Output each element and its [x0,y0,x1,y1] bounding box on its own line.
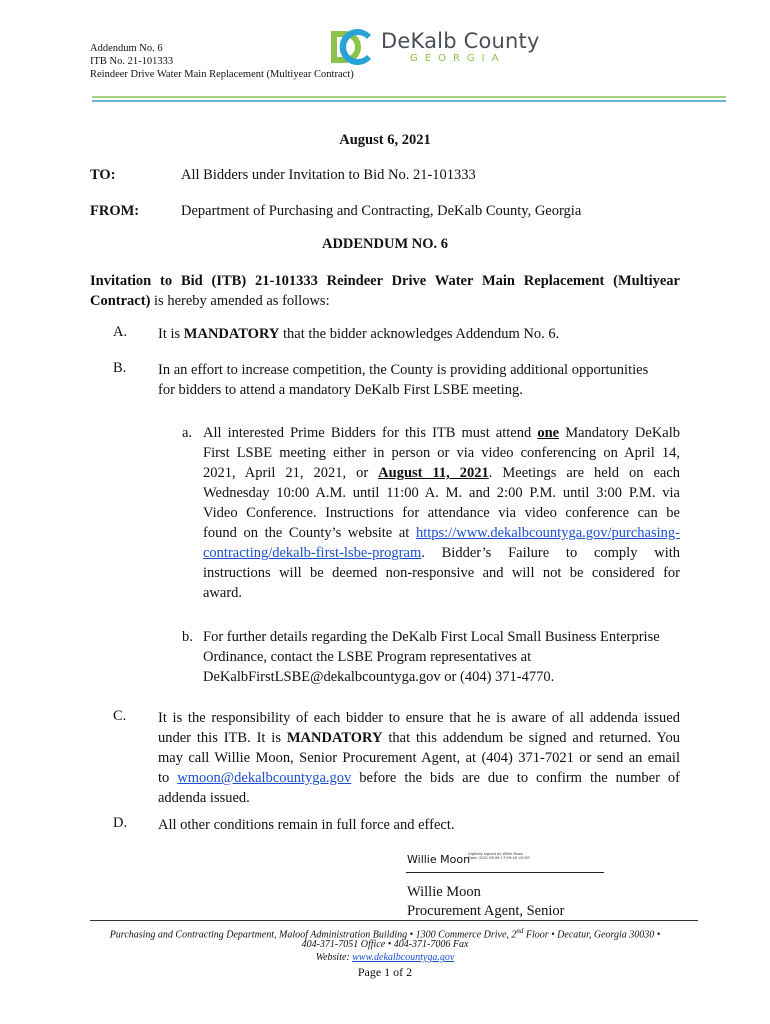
subitem-a-line8: instructions will be deemed non-responsive and will not be considered for [203,565,680,581]
header-rule-green [92,96,726,98]
digital-signature-name: Willie Moon [407,853,471,866]
item-c-line5: addenda issued. [158,790,250,806]
item-c-l2-post: that this addendum be signed and returned. You [382,730,680,746]
subitem-b-line2: Ordinance, contact the LSBE Program representatives at [203,649,532,665]
item-c-l4-pre: to [158,770,178,786]
item-c-l4-post: before the bids are due to confirm the number of [351,770,680,786]
header-itb: ITB No. 21-101333 [90,56,174,67]
header-rule-blue [92,100,726,102]
intro-bold: Contract) [90,293,151,309]
footer-phone: 404-371-7051 Office • 404-371-7006 Fax [301,939,469,950]
subitem-a-line7 [203,543,680,563]
footer-rule [90,920,698,921]
item-d-letter: D. [113,815,128,831]
subitem-a-line9: award. [203,585,243,601]
email-link[interactable]: wmoon@dekalbcountyga.gov [177,770,352,786]
subitem-a-one: one [537,425,560,441]
subitem-a-line3 [203,463,680,483]
signer-name: Willie Moon [407,884,481,900]
intro-line1: Invitation to Bid (ITB) 21-101333 Reindeer Drive Water Main Replacement (Multiyear [90,273,680,289]
item-a-post: that the bidder acknowledges Addendum No. 6. [279,326,560,342]
footer-address-pre: Purchasing and Contracting Department, Maloof Administration Building • 1300 Commerce Drive, 2 [109,929,517,941]
subitem-b-line3: DeKalbFirstLSBE@dekalbcountyga.gov or (404) 371-4770. [203,669,555,685]
footer-sup: nd [516,927,524,935]
subitem-a-text [203,423,680,603]
signer-title: Procurement Agent, Senior [407,903,565,919]
subitem-a-line4: Wednesday 10:00 A.M. until 11:00 A. M. and 2:00 P.M. until 3:00 P.M. via [203,485,680,501]
subitem-a-line5: Video Conference. Instructions for attendance via video conference can be [203,505,680,521]
item-c-l2-pre: under this ITB. It is [158,730,287,746]
item-a-letter: A. [113,324,128,340]
digital-signature-line2: Date: 2021.08.06 17:09:18 -04'00' [468,856,531,860]
subitem-a-l1-pre: All interested Prime Bidders for this ITB must attend [203,425,538,441]
subitem-a-letter: a. [182,425,193,441]
digital-signature-details [468,852,530,860]
subitem-a-line6 [203,523,680,543]
intro-rest: is hereby amended as follows: [150,293,330,309]
lsbe-program-link-cont[interactable]: contracting/dekalb-first-lsbe-program [203,545,422,561]
item-c-line1: It is the responsibility of each bidder to ensure that he is aware of all addenda issued [158,710,680,726]
intro-paragraph [90,271,680,311]
item-c-line4 [158,768,680,788]
item-b-text [158,360,680,400]
subitem-a-l3-post: . Meetings are held on each [488,465,680,481]
website-link[interactable]: www.dekalbcountyga.gov [352,952,455,963]
subitem-a-line2: First LSBE meeting either in person or via video conferencing on April 14, [203,445,680,461]
item-a-text [158,324,680,344]
item-a-bold: MANDATORY [183,326,280,342]
to-label: TO: [90,167,116,183]
subitem-b-text [203,627,683,687]
subitem-a-l6-pre: found on the County’s website at [203,525,416,541]
subitem-a-date: August 11, 2021 [378,465,489,481]
footer-website-label: Website: [315,952,353,963]
dc-logo-icon [327,27,375,67]
subitem-b-line1: For further details regarding the DeKalb First Local Small Business Enterprise [203,629,660,645]
logo-name: DeKalb County [381,29,540,53]
footer-website [0,951,770,964]
footer-address-post: Floor • Decatur, Georgia 30030 • [523,929,661,941]
subitem-b-letter: b. [182,629,193,645]
to-text: All Bidders under Invitation to Bid No. 21-101333 [181,167,476,183]
header-addendum: Addendum No. 6 [90,43,163,54]
header-project: Reindeer Drive Water Main Replacement (Multiyear Contract) [90,69,354,80]
lsbe-program-link[interactable]: https://www.dekalbcountyga.gov/purchasing- [415,525,680,541]
signature-line [406,872,604,873]
page-number: Page 1 of 2 [357,965,413,979]
subitem-a-l3-pre: 2021, April 21, 2021, or [203,465,379,481]
subitem-a-l1-post: Mandatory DeKalb [559,425,680,441]
item-a-pre: It is [158,326,184,342]
item-c-line2 [158,728,680,748]
letter-date: August 6, 2021 [339,132,431,148]
item-b-line2: for bidders to attend a mandatory DeKalb First LSBE meeting. [158,382,523,398]
addendum-title: ADDENDUM NO. 6 [321,236,449,252]
subitem-a-line1 [203,423,680,443]
digital-signature-line1: Digitally signed by Willie Moon [468,852,524,856]
item-c-letter: C. [113,708,127,724]
item-c-mandatory: MANDATORY [286,730,383,746]
logo-sub: GEORGIA [410,53,506,64]
intro-line2 [90,291,680,311]
item-b-letter: B. [113,360,127,376]
item-c-line3: may call Willie Moon, Senior Procurement Agent, at (404) 371-7021 or send an email [158,750,680,766]
item-c-text [158,708,680,808]
from-text: Department of Purchasing and Contracting, DeKalb County, Georgia [181,203,582,219]
item-d-text: All other conditions remain in full force and effect. [158,817,455,833]
from-label: FROM: [90,203,140,219]
subitem-a-l7-post: . Bidder’s Failure to comply with [421,545,680,561]
document-header [90,42,354,81]
item-b-line1: In an effort to increase competition, the County is providing additional opportunities [158,362,649,378]
